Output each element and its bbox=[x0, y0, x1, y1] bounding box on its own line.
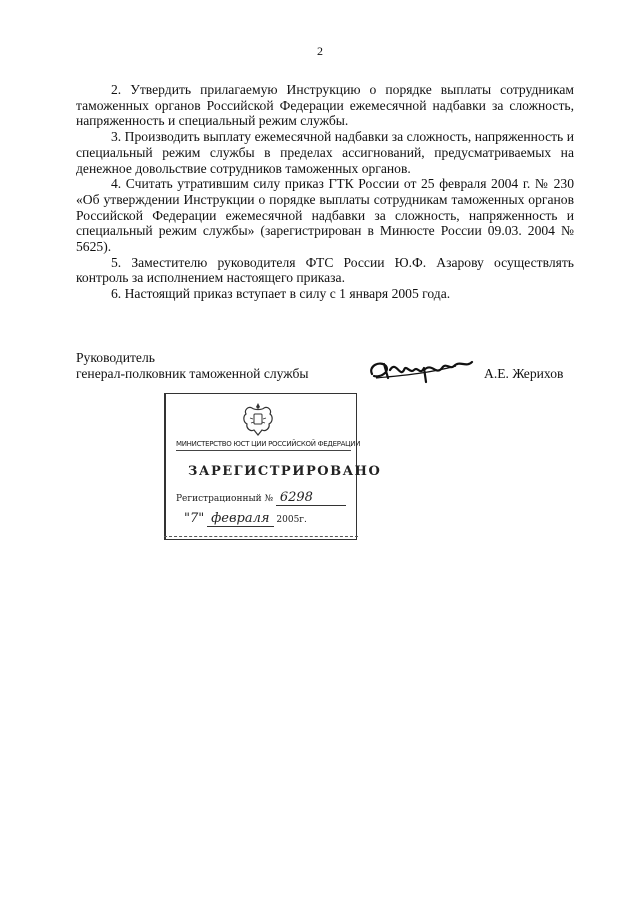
stamp-reg-label: Регистрационный № bbox=[176, 494, 273, 504]
signature-block bbox=[76, 350, 576, 390]
paragraph-2: 2. Утвердить прилагаемую Инструкцию о порядке выплаты сотрудникам таможенных органов Российской Федерации ежемесячной надбавки за сложность, напряженность и специальный режим службы. bbox=[76, 82, 574, 129]
signatory-position bbox=[76, 350, 309, 382]
paragraph-6: 6. Настоящий приказ вступает в силу с 1 января 2005 года. bbox=[111, 286, 451, 302]
stamp-date-day: "7" bbox=[184, 511, 205, 526]
stamp-date-year: 2005г. bbox=[276, 515, 307, 525]
stamp-bottom-border bbox=[164, 536, 358, 537]
stamp-title: ЗАРЕГИСТРИРОВАНО bbox=[188, 464, 382, 479]
handwritten-signature bbox=[366, 348, 476, 388]
paragraph-5: 5. Заместителю руководителя ФТС России Ю.Ф. Азарову осуществлять контроль за исполнением настоящего приказа. bbox=[76, 254, 574, 286]
order-body bbox=[76, 82, 574, 302]
page-number: 2 bbox=[317, 44, 323, 58]
signatory-name: А.Е. Жерихов bbox=[484, 366, 564, 381]
paragraph-3: 3. Производить выплату ежемесячной надбавки за сложность, напряженность и специальный режим службы в пределах ассигнований, предусматриваемых на денежное довольствие сотрудников таможенных органов. bbox=[76, 129, 574, 176]
stamp-reg-number: 6298 bbox=[276, 490, 346, 506]
stamp-registration-line bbox=[176, 490, 354, 506]
signatory-rank: генерал-полковник таможенной службы bbox=[76, 366, 309, 381]
signatory-title: Руководитель bbox=[76, 350, 155, 365]
stamp-ministry-name: МИНИСТЕРСТВО ЮСТ ЦИИ РОССИЙСКОЙ ФЕДЕРАЦИИ bbox=[176, 440, 351, 451]
paragraph-4: 4. Считать утратившим силу приказ ГТК России от 25 февраля 2004 г. № 230 «Об утверждении Инструкции о порядке выплаты сотрудникам таможенных органов Российской Федерации ежемесячной надбавки за сложность, напряженность и специальный режим службы» (зарегистрирован в Минюсте России 09.03. 2004 № 5625). bbox=[76, 176, 574, 255]
stamp-date-line bbox=[184, 511, 354, 527]
registration-stamp bbox=[164, 393, 382, 540]
eagle-emblem-icon bbox=[240, 400, 276, 438]
stamp-date-month: февраля bbox=[207, 511, 273, 527]
